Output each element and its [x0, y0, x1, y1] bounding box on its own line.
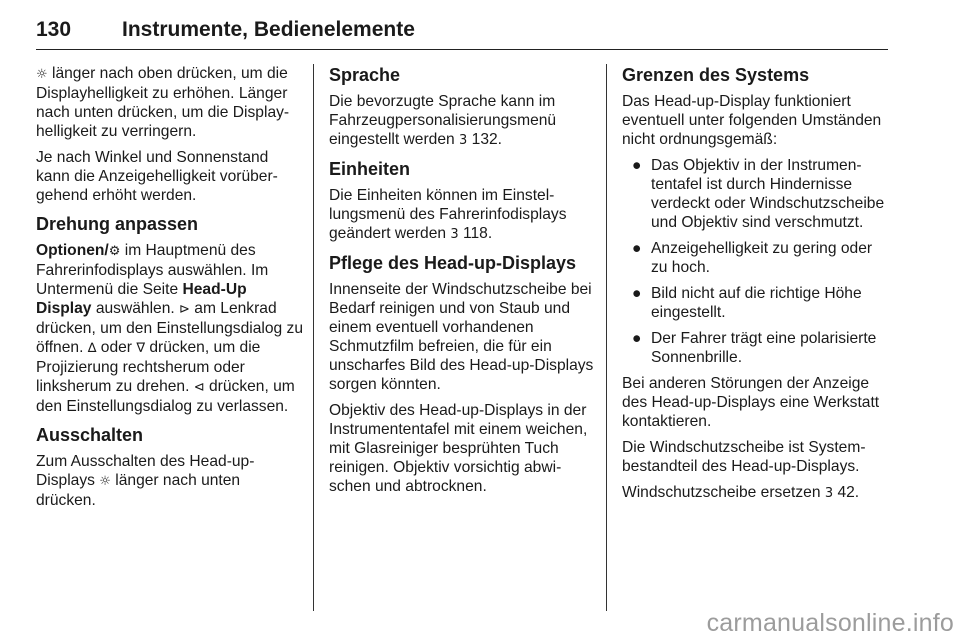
watermark: carmanualsonline.info: [706, 609, 954, 637]
windscreen-replace-paragraph: [622, 483, 892, 503]
language-text: Die bevorzugte Sprache kann im Fahrzeugpersonalisierungsmenü eingestellt werden: [329, 93, 557, 148]
rotation-text-3: am Lenkrad drücken, um den Einstellungsdialog zu öffnen.: [36, 300, 303, 356]
rotation-text-1: im Hauptmenü des Fahrerinfodisplays auswählen. Im Untermenü die Seite: [36, 242, 269, 298]
page-reference-icon: 3: [450, 227, 459, 242]
menu-hud-label: Head-Up Display: [36, 281, 247, 317]
column-divider-2: [606, 64, 607, 611]
other-faults-paragraph: Bei anderen Störungen der Anzeige des Head-up-Displays eine Werkstatt kontaktieren.: [622, 375, 880, 430]
care-paragraph-2: Objektiv des Head-up-Displays in der Instrumententafel mit einem weichen, mit Glasreiniger besprühten Tuch reinigen. Objektiv vorsichtig abwischen und abtrocknen.: [329, 402, 588, 495]
heading-language: Sprache: [329, 65, 401, 85]
list-item-text: Das Objektiv in der Instrumententafel ist durch Hindernisse verdeckt oder Windschutzscheibe und Objektiv sind verschmutzt.: [651, 157, 885, 231]
heading-rotation: Drehung anpassen: [36, 214, 199, 234]
rotation-text-2: auswählen.: [91, 300, 180, 317]
sun-angle-paragraph: Je nach Winkel und Sonnenstand kann die Anzeigehelligkeit vorübergehend erhöht werden.: [36, 149, 278, 204]
list-item: [622, 284, 892, 322]
switch-off-text-1: Zum Ausschalten des Head-up-Displays: [36, 453, 255, 489]
list-item-text: Anzeigehelligkeit zu gering oder zu hoch.: [651, 240, 873, 276]
list-item: [622, 239, 892, 277]
bullet-icon: ●: [632, 240, 642, 257]
list-item: [622, 156, 892, 232]
units-page-ref: 118.: [458, 225, 493, 242]
rotation-paragraph: [36, 241, 304, 416]
bullet-icon: ●: [632, 285, 642, 302]
column-3: [622, 64, 892, 510]
header-rule: [36, 49, 888, 50]
gear-icon: ⚙: [108, 244, 121, 259]
rotation-text-4: oder: [96, 339, 137, 356]
switch-off-paragraph: [36, 452, 304, 510]
heading-system-limits: Grenzen des Systems: [622, 65, 810, 85]
brightness-text: länger nach oben drücken, um die Displayhelligkeit zu erhöhen. Länger nach unten drücken, um die Displayhelligkeit zu verringern.: [36, 65, 290, 140]
arrow-left-icon: ⊲: [193, 380, 205, 395]
heading-units: Einheiten: [329, 159, 411, 179]
bullet-icon: ●: [632, 330, 642, 347]
windscreen-component-paragraph: Die Windschutzscheibe ist Systembestandteil des Head-up-Displays.: [622, 439, 866, 475]
heading-care: Pflege des Head-up-Displays: [329, 253, 577, 273]
brightness-icon: ☼: [36, 67, 48, 82]
care-paragraph-1: Innenseite der Windschutzscheibe bei Bedarf reinigen und von Staub und einem eventuell vorhandenen Schmutzfilm befreien, die für ein unscharfes Bild des Head-up-Displays sorgen könnten.: [329, 281, 594, 393]
column-1: [36, 64, 304, 517]
page-reference-icon: 3: [459, 133, 468, 148]
list-item-text: Der Fahrer trägt eine polarisierte Sonnenbrille.: [651, 330, 877, 366]
language-paragraph: [329, 92, 597, 150]
menu-options-label: Optionen/: [36, 242, 109, 259]
arrow-up-icon: ∆: [87, 341, 97, 356]
rotation-text-5: drücken, um die Projizierung rechtsherum oder linksherum zu drehen.: [36, 339, 261, 395]
list-item-text: Bild nicht auf die richtige Höhe eingestellt.: [651, 285, 862, 321]
bullet-icon: ●: [632, 157, 642, 174]
chapter-title: Instrumente, Bedienelemente: [122, 18, 415, 41]
page-header: [36, 18, 886, 50]
limits-list: [622, 156, 892, 367]
limits-intro: Das Head-up-Display funktioniert eventuell unter folgenden Umständen nicht ordnungsgemäß:: [622, 93, 882, 148]
arrow-right-icon: ⊳: [179, 302, 190, 317]
replace-text: Windschutzscheibe ersetzen: [622, 484, 825, 501]
arrow-down-icon: ∇: [136, 341, 146, 356]
column-2: [329, 64, 597, 503]
brightness-icon: ☼: [99, 474, 111, 489]
heading-switch-off: Ausschalten: [36, 425, 144, 445]
list-item: [622, 329, 892, 367]
language-page-ref: 132.: [467, 131, 502, 148]
brightness-paragraph: [36, 64, 304, 141]
switch-off-text-2: länger nach unten drücken.: [36, 472, 241, 509]
page-reference-icon: 3: [824, 486, 834, 501]
rotation-text-6: drücken, um den Einstellungsdialog zu verlassen.: [36, 378, 295, 415]
replace-page-ref: 42.: [833, 484, 860, 501]
page-number: 130: [36, 18, 72, 41]
units-paragraph: [329, 186, 597, 244]
column-divider-1: [313, 64, 314, 611]
units-text: Die Einheiten können im Einstellungsmenü des Fahrerinfodisplays geändert werden: [329, 187, 567, 242]
